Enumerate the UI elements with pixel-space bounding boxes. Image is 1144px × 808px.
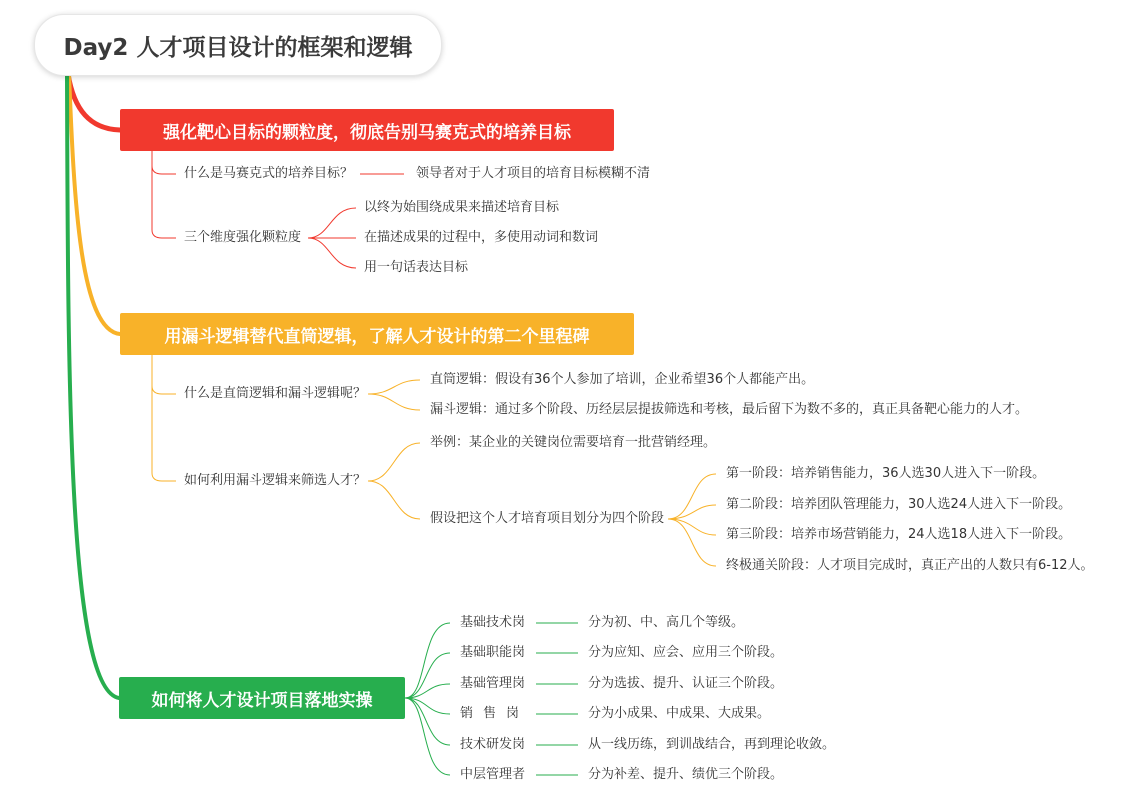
b2-item-what-is-logic[interactable]: 什么是直筒逻辑和漏斗逻辑呢？: [184, 386, 367, 401]
b2-stage-1[interactable]: 第一阶段：培养销售能力，36人选30人进入下一阶段。: [726, 466, 1046, 481]
branch-3-topic[interactable]: 如何将人才设计项目落地实操: [119, 677, 405, 719]
b1-dimension-1[interactable]: 以终为始围绕成果来描述培育目标: [364, 200, 560, 215]
b2-item-how-to-filter[interactable]: 如何利用漏斗逻辑来筛选人才？: [184, 473, 367, 488]
b1-dimension-2[interactable]: 在描述成果的过程中，多使用动词和数词: [364, 230, 599, 245]
b3-role-basic-tech-detail[interactable]: 分为初、中、高几个等级。: [588, 615, 745, 630]
root-topic[interactable]: Day2 人才项目设计的框架和逻辑: [34, 14, 442, 76]
b3-role-rnd-detail[interactable]: 从一线历练，到训战结合，再到理论收敛。: [588, 737, 836, 752]
b3-role-basic-mgmt-detail[interactable]: 分为选拔、提升、认证三个阶段。: [588, 676, 784, 691]
b3-role-basic-mgmt[interactable]: 基础管理岗: [460, 676, 526, 691]
b3-role-basic-tech[interactable]: 基础技术岗: [460, 615, 526, 630]
b2-stage-2[interactable]: 第二阶段：培养团队管理能力，30人选24人进入下一阶段。: [726, 497, 1072, 512]
b3-role-sales-detail[interactable]: 分为小成果、中成果、大成果。: [588, 706, 771, 721]
b3-role-sales[interactable]: 销售岗: [460, 706, 530, 721]
b2-straight-logic[interactable]: 直筒逻辑：假设有36个人参加了培训，企业希望36个人都能产出。: [430, 372, 815, 387]
b1-item-mosaic-goal[interactable]: 什么是马赛克式的培养目标？: [184, 166, 354, 181]
b3-role-middle-mgmt[interactable]: 中层管理者: [460, 767, 526, 782]
branch-2-topic[interactable]: 用漏斗逻辑替代直筒逻辑，了解人才设计的第二个里程碑: [120, 313, 634, 355]
b1-dimension-3[interactable]: 用一句话表达目标: [364, 260, 469, 275]
b2-example[interactable]: 举例：某企业的关键岗位需要培育一批营销经理。: [430, 435, 717, 450]
b3-role-basic-function-detail[interactable]: 分为应知、应会、应用三个阶段。: [588, 645, 784, 660]
b2-stage-3[interactable]: 第三阶段：培养市场营销能力，24人选18人进入下一阶段。: [726, 527, 1072, 542]
b3-role-basic-function[interactable]: 基础职能岗: [460, 645, 526, 660]
b2-stage-final[interactable]: 终极通关阶段：人才项目完成时，真正产出的人数只有6-12人。: [726, 558, 1094, 573]
branch-1-topic[interactable]: 强化靶心目标的颗粒度，彻底告别马赛克式的培养目标: [120, 109, 614, 151]
b3-role-rnd[interactable]: 技术研发岗: [460, 737, 526, 752]
b1-item-mosaic-answer[interactable]: 领导者对于人才项目的培育目标模糊不清: [416, 166, 651, 181]
b2-funnel-logic[interactable]: 漏斗逻辑：通过多个阶段、历经层层提拔筛选和考核，最后留下为数不多的，真正具备靶心能力的人才。: [430, 402, 1029, 417]
b2-four-stages[interactable]: 假设把这个人才培育项目划分为四个阶段: [430, 511, 665, 526]
b3-role-middle-mgmt-detail[interactable]: 分为补差、提升、绩优三个阶段。: [588, 767, 784, 782]
b1-item-three-dimensions[interactable]: 三个维度强化颗粒度: [184, 230, 302, 245]
